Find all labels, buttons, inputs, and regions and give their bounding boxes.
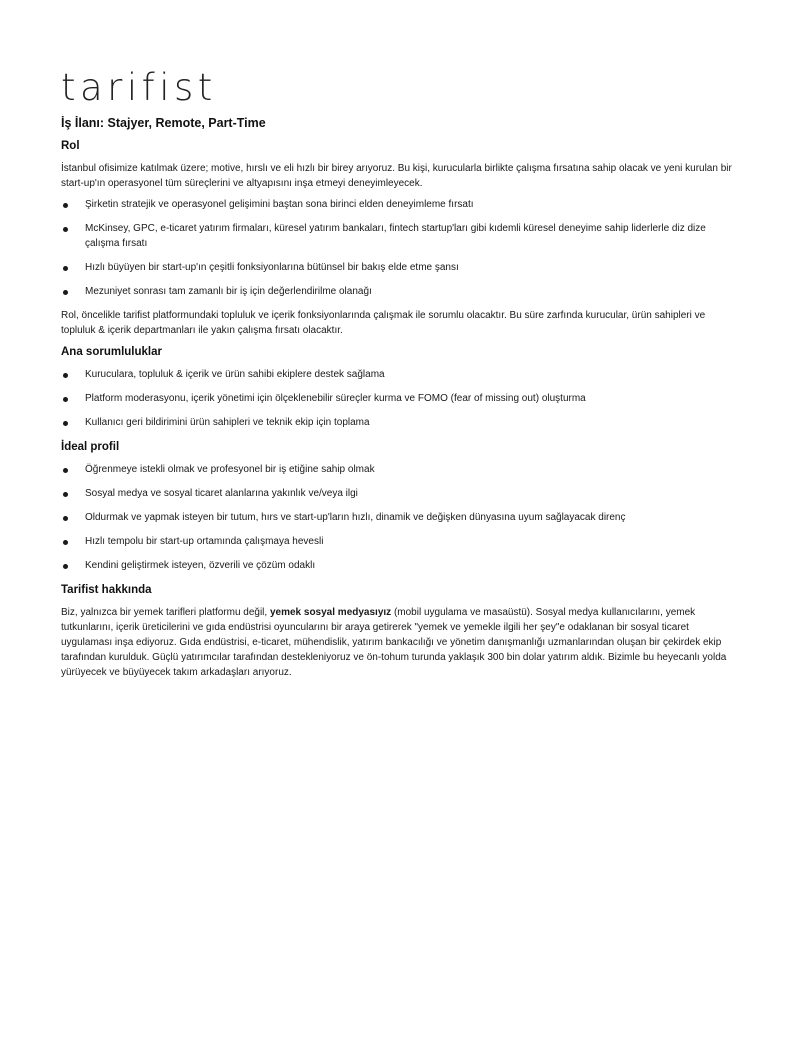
list-item <box>61 558 741 573</box>
bullet-icon <box>63 227 68 232</box>
role-outro: Rol, öncelikle tarifist platformundaki topluluk ve içerik fonksiyonlarında çalışmak ile sorumlu olacaktır. Bu süre zarfında kurucular, ürün sahipleri ve topluluk & içerik departmanları ile yakın çalışma fırsatı olacaktır. <box>61 310 706 336</box>
role-heading: Rol <box>61 140 80 152</box>
list-item-text: Öğrenmeye istekli olmak ve profesyonel bir iş etiğine sahip olmak <box>85 464 375 475</box>
list-item-text: Hızlı büyüyen bir start-up'ın çeşitli fonksiyonlarına bütünsel bir bakış elde etme şansı <box>85 262 459 273</box>
bullet-icon <box>63 492 68 497</box>
list-item <box>61 284 741 299</box>
tarifist-logo: tarifist <box>61 66 217 109</box>
job-posting-document <box>61 68 741 686</box>
responsibilities-heading: Ana sorumluluklar <box>61 346 162 358</box>
responsibilities-list <box>61 367 741 430</box>
bullet-icon <box>63 468 68 473</box>
role-list <box>61 197 741 299</box>
about-text-start: Biz, yalnızca bir yemek tarifleri platformu değil, <box>61 607 270 618</box>
list-item <box>61 197 741 212</box>
list-item-text: Kendini geliştirmek isteyen, özverili ve çözüm odaklı <box>85 560 316 571</box>
bullet-icon <box>63 397 68 402</box>
role-intro: İstanbul ofisimize katılmak üzere; motive, hırslı ve eli hızlı bir birey arıyoruz. Bu kişi, kurucularla birlikte çalışma fırsatına sahip olacak ve yeni kurulan bir start-up'ın operasyonel tüm süreçlerini ve altyapısını inşa etmeyi deneyimleyecek. <box>61 163 732 189</box>
bullet-icon <box>63 516 68 521</box>
list-item <box>61 221 741 251</box>
about-paragraph <box>61 605 741 680</box>
list-item-text: Şirketin stratejik ve operasyonel gelişimini baştan sona birinci elden deneyimleme fırsatı <box>85 199 474 210</box>
list-item-text: Mezuniyet sonrası tam zamanlı bir iş için değerlendirilme olanağı <box>85 286 372 297</box>
list-item-text: Kullanıcı geri bildirimini ürün sahipleri ve teknik ekip için toplama <box>85 417 370 428</box>
about-text-end: (mobil uygulama ve masaüstü). Sosyal medya kullanıcılarını, yemek tutkunlarını, içerik üreticilerini ve gıda endüstrisi oyuncularını bir araya getirerek "yemek ve yemekle ilgili her şey"e odaklanan bir sosyal ticaret uygulaması inşa ediyoruz. Gıda endüstrisi, e-ticaret, mühendislik, yatırım bankacılığı ve yönetim danışmanlığı uzmanlarından oluşan bir çekirdek ekip tarafından kurulduk. Güçlü yatırımcılar tarafından destekleniyoruz ve ön-tohum turunda yaklaşık 300 bin dolar yatırım aldık. Bizimle bu heyecanlı yolda yürüyecek ve büyüyecek takım arkadaşları arıyoruz. <box>61 607 727 678</box>
list-item <box>61 510 741 525</box>
list-item <box>61 391 741 406</box>
bullet-icon <box>63 421 68 426</box>
list-item-text: Hızlı tempolu bir start-up ortamında çalışmaya hevesli <box>85 536 324 547</box>
bullet-icon <box>63 266 68 271</box>
list-item-text: Platform moderasyonu, içerik yönetimi için ölçeklenebilir süreçler kurma ve FOMO (fear of missing out) oluşturma <box>85 393 586 404</box>
list-item-text: Sosyal medya ve sosyal ticaret alanlarına yakınlık ve/veya ilgi <box>85 488 358 499</box>
profile-heading: İdeal profil <box>61 441 120 453</box>
list-item <box>61 534 741 549</box>
list-item <box>61 367 741 382</box>
list-item-text: Kuruculara, topluluk & içerik ve ürün sahibi ekiplere destek sağlama <box>85 369 385 380</box>
list-item <box>61 486 741 501</box>
bullet-icon <box>63 203 68 208</box>
about-heading: Tarifist hakkında <box>61 584 152 596</box>
bullet-icon <box>63 564 68 569</box>
about-text-bold: yemek sosyal medyasıyız <box>269 607 392 618</box>
list-item-text: McKinsey, GPC, e-ticaret yatırım firmaları, küresel yatırım bankaları, fintech startup'ları gibi kıdemli küresel deneyime sahip liderlerle diz dize çalışma fırsatı <box>85 223 706 249</box>
list-item <box>61 462 741 477</box>
profile-list <box>61 462 741 573</box>
bullet-icon <box>63 373 68 378</box>
bullet-icon <box>63 540 68 545</box>
list-item <box>61 260 741 275</box>
list-item <box>61 415 741 430</box>
page-title: İş İlanı: Stajyer, Remote, Part-Time <box>61 116 266 130</box>
bullet-icon <box>63 290 68 295</box>
list-item-text: Oldurmak ve yapmak isteyen bir tutum, hırs ve start-up'ların hızlı, dinamik ve değişken dünyasına uyum sağlayacak direnç <box>85 512 626 523</box>
